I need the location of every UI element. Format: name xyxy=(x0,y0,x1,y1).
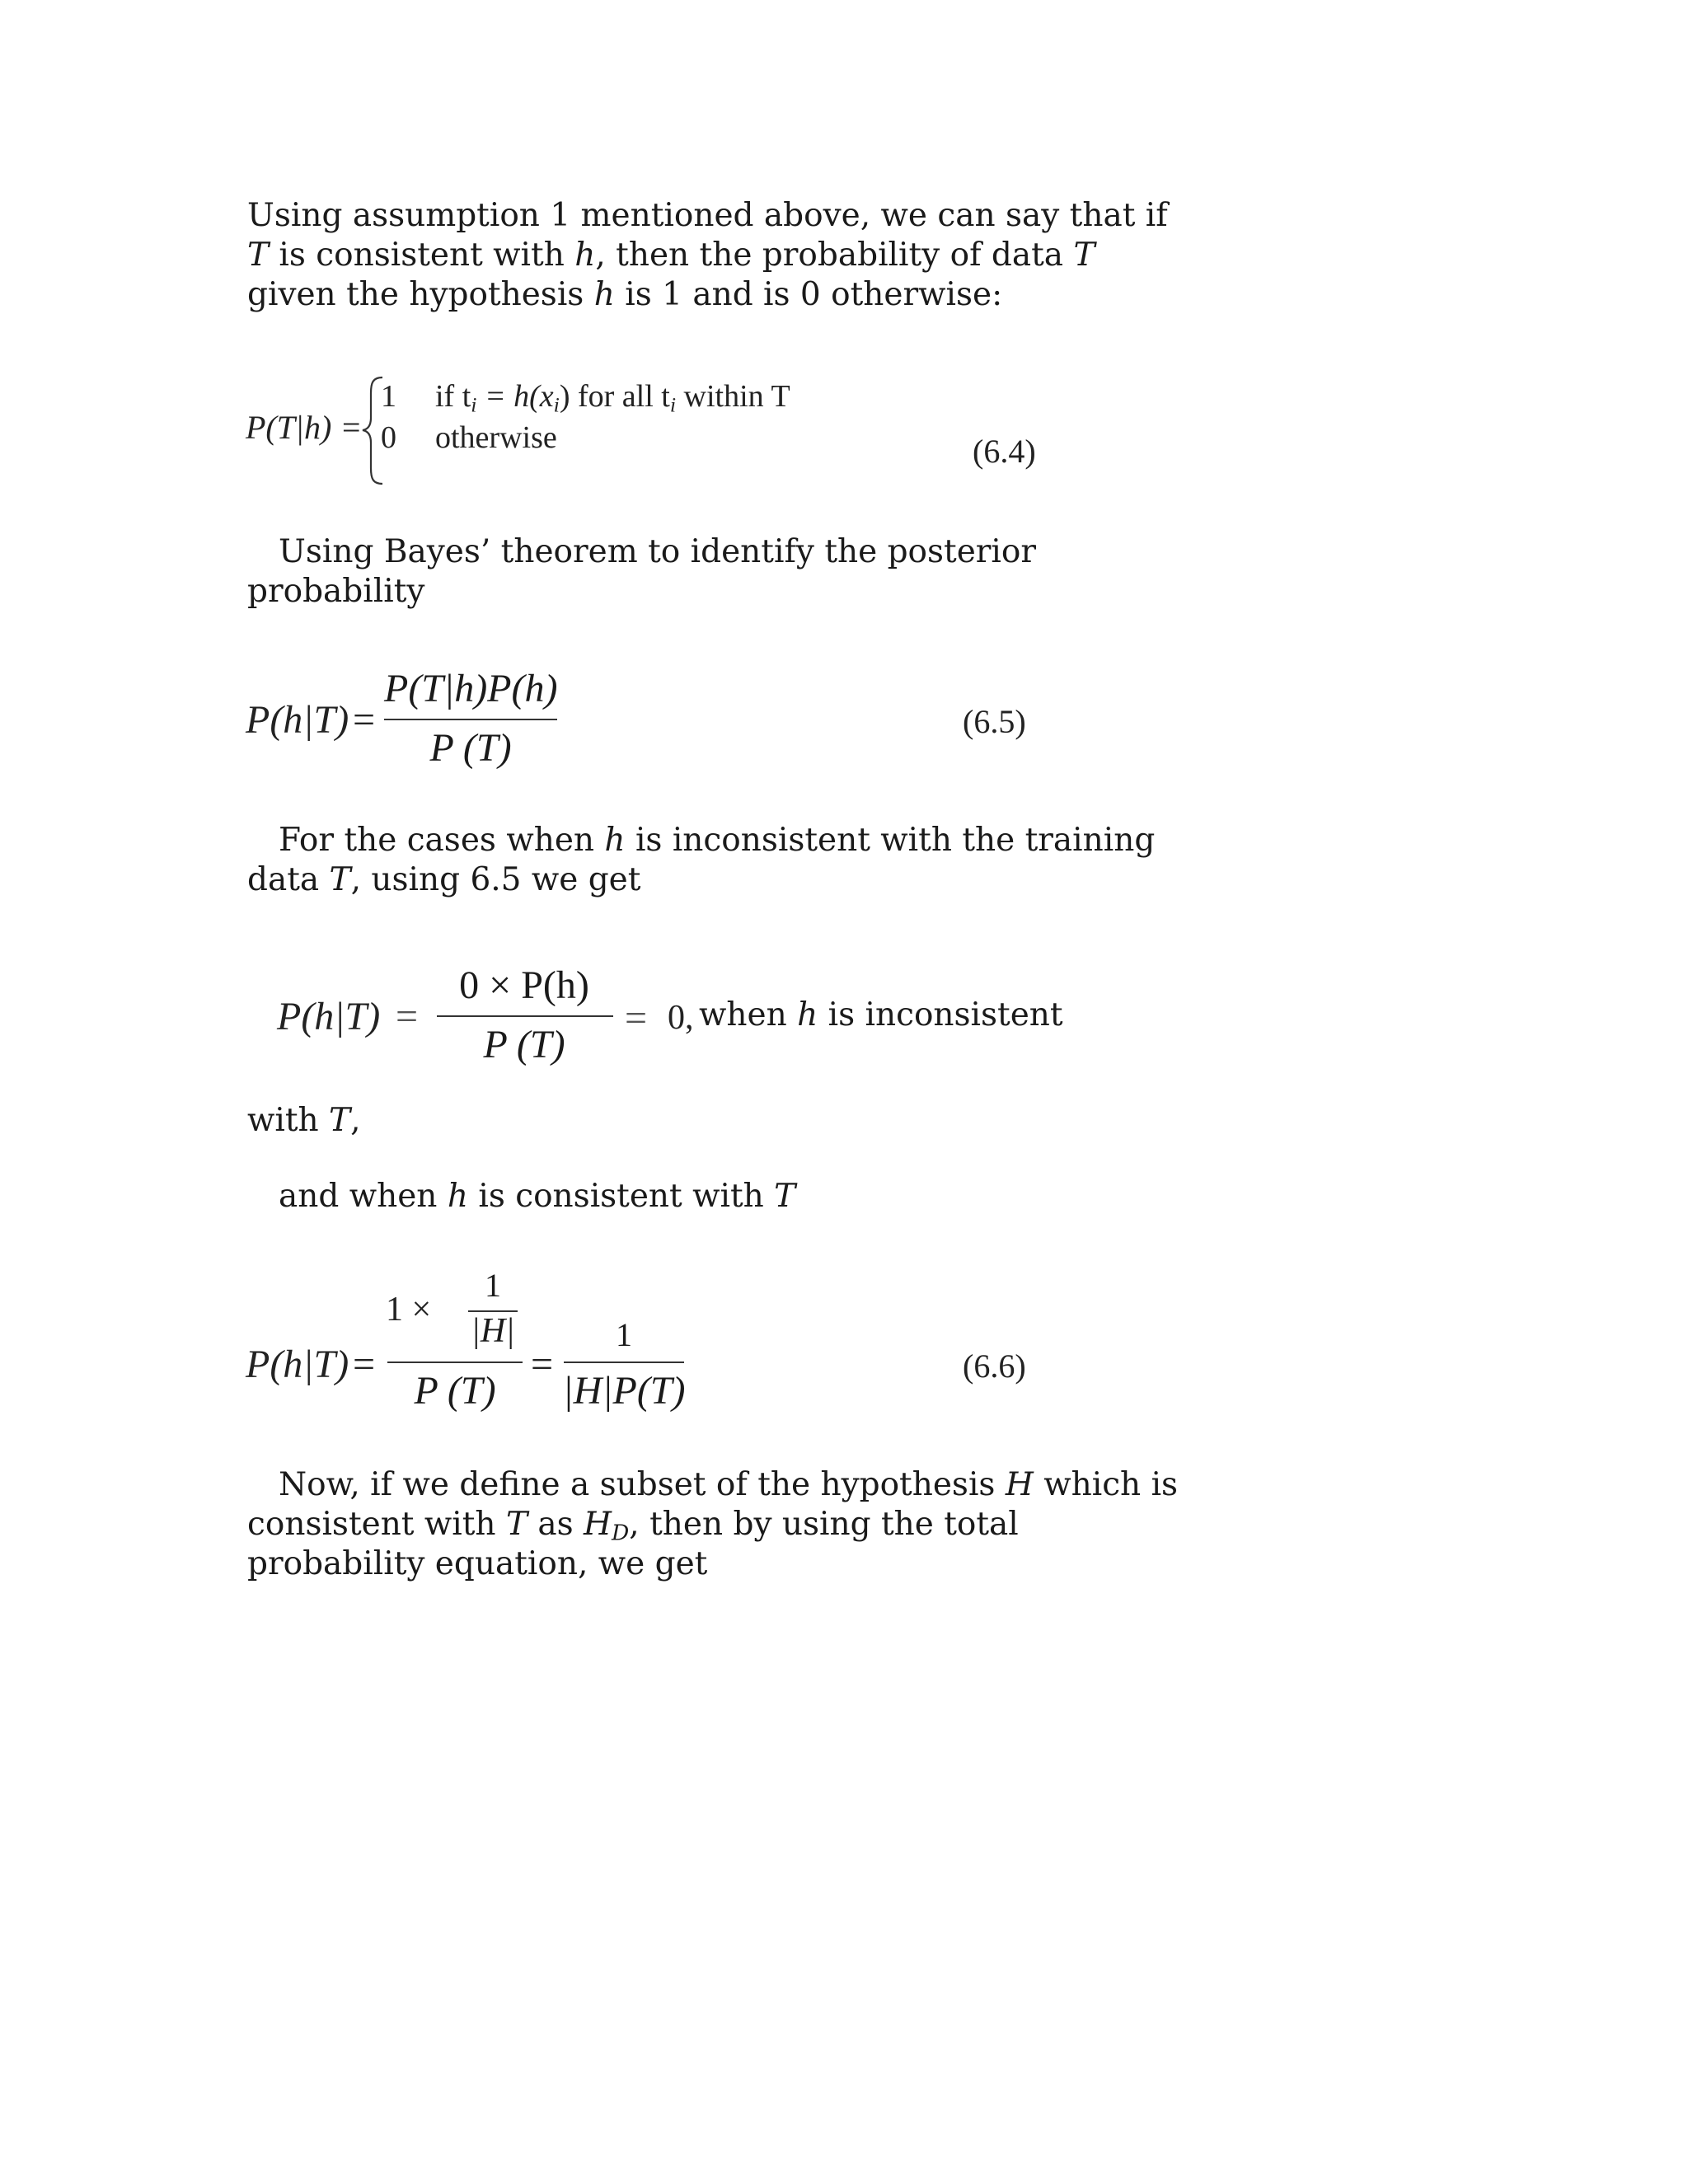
cond-text: within T xyxy=(676,379,790,414)
variable: h xyxy=(797,996,818,1033)
text: Now, if we define a subset of the hypothesis xyxy=(279,1466,1006,1503)
variable: T xyxy=(774,1178,796,1215)
text: and when xyxy=(279,1178,448,1215)
equals-sign: = xyxy=(625,996,648,1040)
text: is consistent with xyxy=(467,1178,775,1215)
paragraph-line xyxy=(279,1177,795,1216)
text: when xyxy=(699,996,798,1033)
paragraph-line xyxy=(247,1544,707,1584)
result-numerator: 1 xyxy=(616,1316,632,1353)
text: , then the probability of data xyxy=(595,237,1074,274)
variable: T xyxy=(329,861,351,898)
variable: h xyxy=(604,822,626,859)
variable: T xyxy=(1073,237,1095,274)
equals-sign: = xyxy=(396,995,419,1038)
eq-lhs: P(h|T) xyxy=(246,1343,349,1386)
text: probability xyxy=(247,573,425,610)
fraction-bar xyxy=(384,719,557,720)
cond-text: if t xyxy=(435,379,471,414)
subscript: i xyxy=(669,392,677,417)
variable: T xyxy=(247,237,270,274)
equation-number: (6.5) xyxy=(963,703,1026,740)
fraction-bar xyxy=(564,1361,684,1363)
text: is inconsistent with the training xyxy=(625,822,1156,859)
case-2-value: 0 xyxy=(381,420,396,455)
variable: h xyxy=(447,1178,468,1215)
paragraph-line xyxy=(247,1505,1019,1544)
equals-sign: = xyxy=(353,1343,376,1386)
eq-lhs: P(T|h) = xyxy=(246,409,363,446)
paragraph-line xyxy=(279,821,1155,860)
variable: T xyxy=(329,1102,351,1139)
equals-sign: = xyxy=(531,1343,554,1386)
case-2-condition: otherwise xyxy=(435,420,557,455)
equation-number: (6.4) xyxy=(973,433,1036,470)
fraction-bar xyxy=(437,1015,613,1017)
numerator-prefix: 1 × xyxy=(386,1291,432,1329)
text: data xyxy=(247,861,330,898)
subscript: D xyxy=(612,1520,630,1546)
text: , using 6.5 we get xyxy=(350,861,641,898)
paragraph-line xyxy=(247,860,640,900)
case-1-value: 1 xyxy=(381,379,396,414)
text: probability equation, we get xyxy=(247,1545,708,1582)
variable: h xyxy=(593,276,615,313)
paragraph-line xyxy=(247,275,1002,315)
text: is 1 and is 0 otherwise: xyxy=(614,276,1003,313)
paragraph-line xyxy=(279,532,1036,572)
text: is inconsistent xyxy=(818,996,1063,1033)
fraction-denominator: P (T) xyxy=(414,1369,496,1413)
text: consistent with xyxy=(247,1506,506,1543)
equation-number: (6.6) xyxy=(963,1347,1026,1385)
cond-text: ) for all t xyxy=(559,379,670,414)
fraction-numerator: 0 × P(h) xyxy=(459,963,589,1007)
fraction-numerator: P(T|h)P(h) xyxy=(384,667,558,710)
eq-trailing-text xyxy=(699,996,1063,1035)
variable: h xyxy=(574,237,596,274)
eq-lhs: P(h|T) xyxy=(277,995,381,1038)
eq-lhs: P(h|T) xyxy=(246,698,349,742)
cond-text: = h(x xyxy=(476,379,554,414)
text: as xyxy=(527,1506,584,1543)
fraction-denominator: P (T) xyxy=(429,726,512,770)
text: which is xyxy=(1033,1466,1179,1503)
fraction-bar xyxy=(387,1361,523,1363)
equals-sign: = xyxy=(353,698,376,742)
inner-numerator: 1 xyxy=(485,1267,501,1304)
text: , xyxy=(350,1102,361,1139)
variable: T xyxy=(505,1506,528,1543)
text: Using Bayes’ theorem to identify the posterior xyxy=(279,533,1037,570)
paragraph-line xyxy=(279,1465,1178,1505)
variable: H xyxy=(584,1506,612,1543)
paragraph-line xyxy=(247,1101,360,1141)
variable: H xyxy=(1005,1466,1034,1503)
subscript: i xyxy=(553,392,560,417)
text: Using assumption 1 mentioned above, we can say that if xyxy=(247,197,1168,234)
fraction-denominator: P (T) xyxy=(483,1023,565,1066)
case-1-condition xyxy=(435,377,790,415)
text: given the hypothesis xyxy=(247,276,594,313)
eq-result: 0, xyxy=(668,999,694,1037)
text: , then by using the total xyxy=(629,1506,1019,1543)
paragraph-line xyxy=(247,236,1095,275)
inner-denominator: |H| xyxy=(471,1312,515,1350)
text: with xyxy=(247,1102,330,1139)
text: is consistent with xyxy=(269,237,575,274)
paragraph-line xyxy=(247,196,1168,236)
result-denominator: |H|P(T) xyxy=(562,1369,686,1413)
subscript: i xyxy=(471,392,477,417)
paragraph-line xyxy=(247,572,424,612)
text: For the cases when xyxy=(279,822,605,859)
